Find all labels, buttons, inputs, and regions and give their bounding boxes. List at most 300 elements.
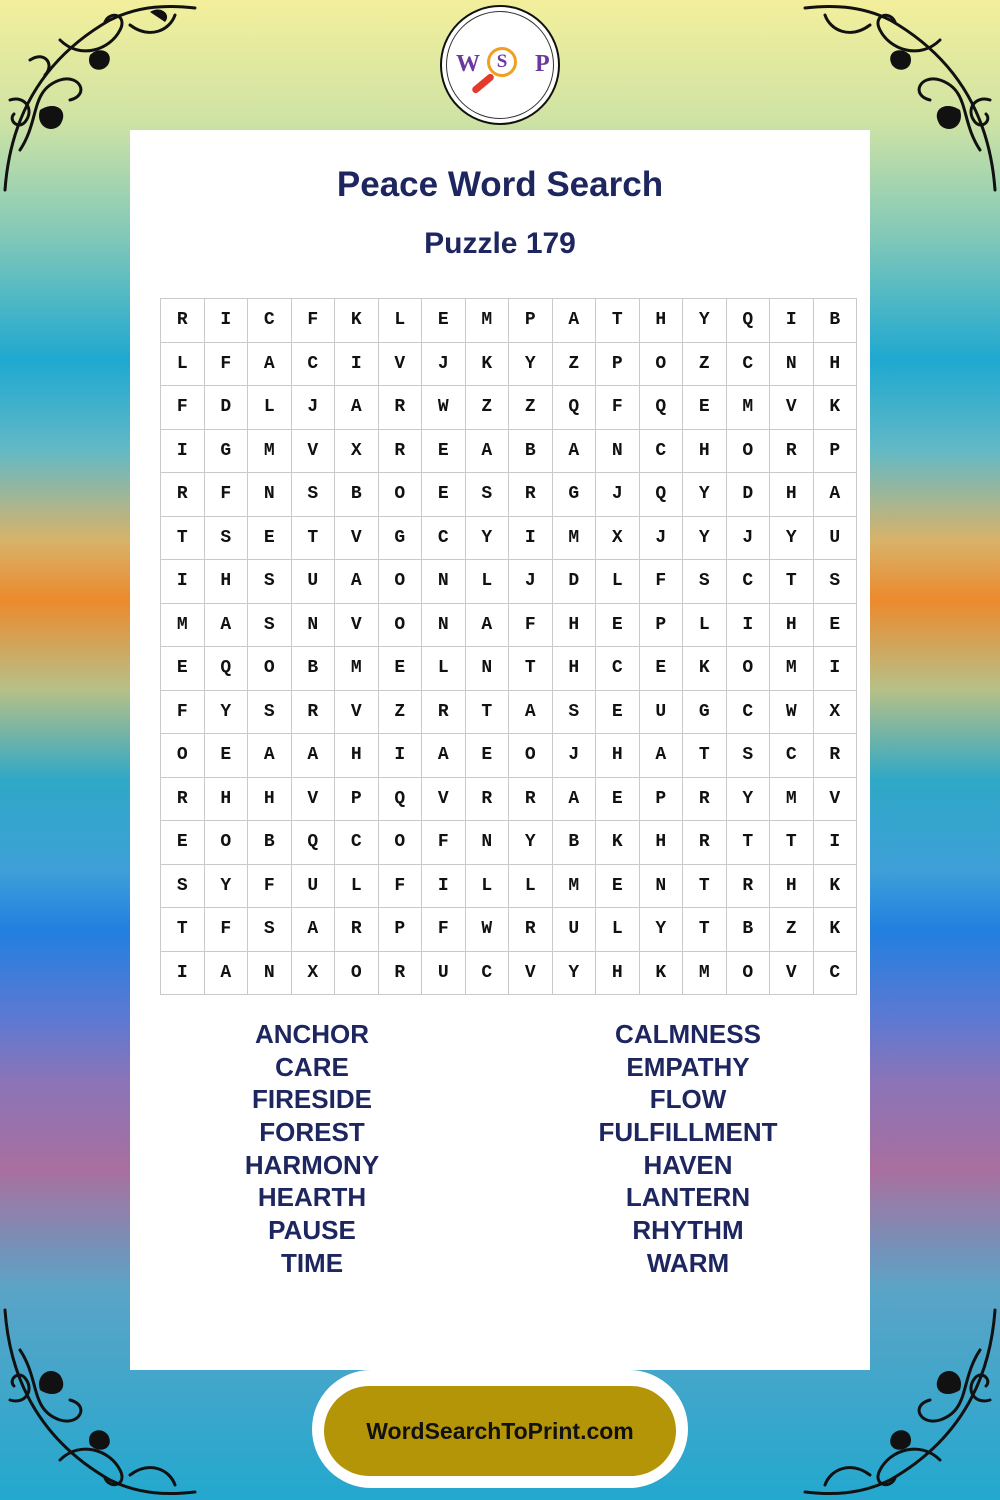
grid-cell[interactable]: G: [683, 690, 727, 734]
grid-cell[interactable]: A: [335, 560, 379, 604]
grid-cell[interactable]: X: [291, 951, 335, 995]
grid-cell[interactable]: U: [291, 560, 335, 604]
grid-cell[interactable]: E: [204, 734, 248, 778]
grid-cell[interactable]: B: [335, 473, 379, 517]
grid-cell[interactable]: N: [291, 603, 335, 647]
grid-cell[interactable]: F: [378, 864, 422, 908]
grid-cell[interactable]: D: [204, 386, 248, 430]
grid-cell[interactable]: U: [552, 908, 596, 952]
grid-cell[interactable]: M: [770, 647, 814, 691]
grid-cell[interactable]: J: [291, 386, 335, 430]
grid-cell[interactable]: I: [335, 342, 379, 386]
grid-cell[interactable]: S: [204, 516, 248, 560]
grid-cell[interactable]: T: [726, 821, 770, 865]
puzzle-number: Puzzle 179: [424, 227, 576, 260]
grid-cell[interactable]: S: [683, 560, 727, 604]
grid-cell[interactable]: L: [683, 603, 727, 647]
grid-cell[interactable]: R: [726, 864, 770, 908]
grid-cell[interactable]: N: [422, 560, 466, 604]
grid-cell[interactable]: P: [596, 342, 640, 386]
grid-cell[interactable]: E: [596, 777, 640, 821]
grid-row: [161, 777, 857, 821]
grid-cell[interactable]: D: [726, 473, 770, 517]
grid-cell[interactable]: N: [465, 821, 509, 865]
grid-cell[interactable]: L: [465, 560, 509, 604]
word-list-right: [503, 1018, 873, 1280]
grid-cell[interactable]: F: [639, 560, 683, 604]
grid-cell[interactable]: H: [248, 777, 292, 821]
puzzle-card: [130, 130, 870, 1370]
grid-cell[interactable]: J: [596, 473, 640, 517]
grid-cell[interactable]: K: [465, 342, 509, 386]
word-list-item: LANTERN: [625, 1182, 751, 1213]
grid-cell[interactable]: E: [596, 690, 640, 734]
grid-cell[interactable]: V: [291, 429, 335, 473]
grid-cell[interactable]: X: [813, 690, 857, 734]
word-list-item: ANCHOR: [254, 1019, 370, 1049]
grid-cell[interactable]: H: [204, 777, 248, 821]
word-list-item: RHYTHM: [632, 1215, 744, 1246]
grid-cell[interactable]: Y: [509, 821, 553, 865]
grid-cell[interactable]: S: [248, 690, 292, 734]
grid-cell[interactable]: O: [378, 603, 422, 647]
grid-cell[interactable]: A: [465, 429, 509, 473]
grid-cell[interactable]: T: [770, 821, 814, 865]
grid-cell[interactable]: Y: [465, 516, 509, 560]
grid-cell[interactable]: N: [248, 473, 292, 517]
grid-cell[interactable]: F: [596, 386, 640, 430]
grid-row: [161, 821, 857, 865]
grid-cell[interactable]: H: [770, 603, 814, 647]
grid-cell[interactable]: M: [161, 603, 205, 647]
grid-cell[interactable]: R: [509, 777, 553, 821]
grid-cell[interactable]: O: [204, 821, 248, 865]
grid-cell[interactable]: I: [509, 516, 553, 560]
grid-cell[interactable]: T: [291, 516, 335, 560]
grid-cell[interactable]: E: [813, 603, 857, 647]
grid-cell[interactable]: A: [422, 734, 466, 778]
grid-cell[interactable]: O: [335, 951, 379, 995]
grid-cell[interactable]: O: [248, 647, 292, 691]
grid-cell[interactable]: C: [248, 299, 292, 343]
grid-cell[interactable]: R: [378, 951, 422, 995]
grid-cell[interactable]: Q: [291, 821, 335, 865]
grid-cell[interactable]: L: [509, 864, 553, 908]
grid-cell[interactable]: M: [465, 299, 509, 343]
grid-cell[interactable]: H: [770, 864, 814, 908]
grid-cell[interactable]: A: [248, 342, 292, 386]
grid-cell[interactable]: Z: [683, 342, 727, 386]
grid-cell[interactable]: V: [770, 386, 814, 430]
grid-cell[interactable]: O: [639, 342, 683, 386]
grid-cell[interactable]: Y: [683, 299, 727, 343]
grid-cell[interactable]: S: [813, 560, 857, 604]
grid-cell[interactable]: R: [683, 777, 727, 821]
grid-cell[interactable]: W: [770, 690, 814, 734]
grid-cell[interactable]: I: [770, 299, 814, 343]
grid-cell[interactable]: T: [509, 647, 553, 691]
grid-cell[interactable]: K: [813, 908, 857, 952]
grid-cell[interactable]: L: [378, 299, 422, 343]
magnifier-lens-icon: [487, 47, 517, 77]
grid-cell[interactable]: Q: [726, 299, 770, 343]
grid-cell[interactable]: M: [726, 386, 770, 430]
grid-cell[interactable]: S: [248, 603, 292, 647]
grid-cell[interactable]: B: [813, 299, 857, 343]
grid-cell[interactable]: N: [770, 342, 814, 386]
grid-cell[interactable]: M: [248, 429, 292, 473]
grid-cell[interactable]: I: [726, 603, 770, 647]
grid-cell[interactable]: M: [552, 864, 596, 908]
word-list-item: FLOW: [649, 1084, 727, 1115]
grid-cell[interactable]: H: [335, 734, 379, 778]
grid-cell[interactable]: O: [378, 473, 422, 517]
grid-cell[interactable]: A: [509, 690, 553, 734]
grid-row: [161, 342, 857, 386]
grid-row: [161, 299, 857, 343]
word-list-item: PAUSE: [268, 1215, 356, 1246]
grid-cell[interactable]: J: [509, 560, 553, 604]
grid-cell[interactable]: M: [335, 647, 379, 691]
word-list-item: FOREST: [259, 1117, 365, 1148]
grid-cell[interactable]: A: [552, 777, 596, 821]
word-list-item: TIME: [280, 1247, 344, 1278]
grid-cell[interactable]: Y: [770, 516, 814, 560]
word-list-item: FULFILLMENT: [598, 1117, 778, 1148]
grid-cell[interactable]: G: [378, 516, 422, 560]
grid-cell[interactable]: K: [335, 299, 379, 343]
site-link-button[interactable]: [324, 1386, 676, 1476]
grid-cell[interactable]: O: [161, 734, 205, 778]
grid-cell[interactable]: H: [552, 647, 596, 691]
grid-cell[interactable]: O: [726, 429, 770, 473]
grid-cell[interactable]: Y: [204, 690, 248, 734]
grid-cell[interactable]: L: [335, 864, 379, 908]
grid-cell[interactable]: I: [378, 734, 422, 778]
grid-cell[interactable]: R: [465, 777, 509, 821]
grid-cell[interactable]: C: [596, 647, 640, 691]
grid-cell[interactable]: O: [726, 647, 770, 691]
grid-cell[interactable]: T: [683, 908, 727, 952]
word-list-item: EMPATHY: [626, 1051, 750, 1082]
grid-cell[interactable]: Y: [726, 777, 770, 821]
grid-cell[interactable]: S: [161, 864, 205, 908]
grid-cell[interactable]: P: [639, 603, 683, 647]
page-title: Peace Word Search: [336, 165, 664, 204]
grid-cell[interactable]: Q: [639, 386, 683, 430]
grid-row: [161, 516, 857, 560]
grid-cell[interactable]: R: [161, 777, 205, 821]
grid-row: [161, 603, 857, 647]
grid-cell[interactable]: U: [639, 690, 683, 734]
grid-cell[interactable]: L: [161, 342, 205, 386]
grid-cell[interactable]: R: [422, 690, 466, 734]
word-list-item: HAVEN: [643, 1149, 733, 1180]
grid-cell[interactable]: J: [726, 516, 770, 560]
grid-row: [161, 429, 857, 473]
grid-cell[interactable]: E: [683, 386, 727, 430]
grid-cell[interactable]: V: [291, 777, 335, 821]
grid-cell[interactable]: P: [378, 908, 422, 952]
grid-cell[interactable]: B: [509, 429, 553, 473]
grid-cell[interactable]: C: [465, 951, 509, 995]
grid-cell[interactable]: Z: [552, 342, 596, 386]
grid-cell[interactable]: N: [639, 864, 683, 908]
grid-cell[interactable]: C: [639, 429, 683, 473]
grid-row: [161, 734, 857, 778]
grid-cell[interactable]: I: [204, 299, 248, 343]
grid-cell[interactable]: F: [204, 473, 248, 517]
grid-cell[interactable]: O: [378, 821, 422, 865]
grid-cell[interactable]: H: [683, 429, 727, 473]
grid-cell[interactable]: A: [291, 734, 335, 778]
grid-cell[interactable]: Z: [465, 386, 509, 430]
grid-row: [161, 647, 857, 691]
grid-cell[interactable]: T: [683, 734, 727, 778]
word-list-item: CALMNESS: [615, 1019, 761, 1049]
grid-cell[interactable]: S: [726, 734, 770, 778]
grid-cell[interactable]: Y: [204, 864, 248, 908]
grid-cell[interactable]: C: [291, 342, 335, 386]
grid-cell[interactable]: O: [726, 951, 770, 995]
grid-cell[interactable]: M: [770, 777, 814, 821]
grid-cell[interactable]: S: [552, 690, 596, 734]
grid-cell[interactable]: T: [596, 299, 640, 343]
grid-cell[interactable]: R: [335, 908, 379, 952]
grid-cell[interactable]: A: [639, 734, 683, 778]
grid-cell[interactable]: N: [422, 603, 466, 647]
grid-cell[interactable]: E: [596, 603, 640, 647]
grid-cell[interactable]: R: [161, 473, 205, 517]
grid-cell[interactable]: C: [726, 690, 770, 734]
grid-cell[interactable]: W: [422, 386, 466, 430]
grid-cell[interactable]: I: [422, 864, 466, 908]
grid-cell[interactable]: V: [813, 777, 857, 821]
grid-cell[interactable]: H: [596, 734, 640, 778]
grid-cell[interactable]: E: [422, 473, 466, 517]
grid-cell[interactable]: D: [552, 560, 596, 604]
grid-cell[interactable]: W: [465, 908, 509, 952]
grid-cell[interactable]: H: [639, 821, 683, 865]
grid-cell[interactable]: T: [161, 516, 205, 560]
grid-cell[interactable]: X: [596, 516, 640, 560]
grid-cell[interactable]: R: [161, 299, 205, 343]
grid-cell[interactable]: R: [378, 429, 422, 473]
grid-cell[interactable]: V: [335, 603, 379, 647]
grid-cell[interactable]: K: [639, 951, 683, 995]
grid-cell[interactable]: Z: [509, 386, 553, 430]
grid-cell[interactable]: S: [465, 473, 509, 517]
grid-cell[interactable]: E: [378, 647, 422, 691]
grid-cell[interactable]: U: [813, 516, 857, 560]
magnifier-logo-icon: [440, 5, 560, 125]
grid-cell[interactable]: L: [248, 386, 292, 430]
grid-cell[interactable]: Y: [639, 908, 683, 952]
grid-cell[interactable]: F: [248, 864, 292, 908]
grid-cell[interactable]: Y: [509, 342, 553, 386]
grid-cell[interactable]: J: [422, 342, 466, 386]
grid-cell[interactable]: E: [465, 734, 509, 778]
grid-cell[interactable]: Q: [552, 386, 596, 430]
grid-cell[interactable]: G: [552, 473, 596, 517]
word-list-item: FIRESIDE: [252, 1084, 372, 1115]
grid-cell[interactable]: Q: [639, 473, 683, 517]
grid-cell[interactable]: T: [770, 560, 814, 604]
grid-cell[interactable]: F: [204, 342, 248, 386]
grid-cell[interactable]: V: [422, 777, 466, 821]
grid-cell[interactable]: N: [248, 951, 292, 995]
grid-cell[interactable]: B: [552, 821, 596, 865]
grid-cell[interactable]: Y: [683, 473, 727, 517]
grid-cell[interactable]: Y: [683, 516, 727, 560]
grid-cell[interactable]: C: [770, 734, 814, 778]
grid-cell[interactable]: J: [552, 734, 596, 778]
grid-cell[interactable]: A: [248, 734, 292, 778]
grid-cell[interactable]: S: [248, 908, 292, 952]
site-name: WordSearchToPrint.com: [366, 1417, 634, 1444]
grid-cell[interactable]: I: [161, 429, 205, 473]
grid-cell[interactable]: F: [161, 690, 205, 734]
grid-cell[interactable]: P: [813, 429, 857, 473]
grid-cell[interactable]: I: [813, 647, 857, 691]
grid-cell[interactable]: S: [248, 560, 292, 604]
grid-cell[interactable]: X: [335, 429, 379, 473]
grid-cell[interactable]: V: [335, 516, 379, 560]
grid-cell[interactable]: F: [161, 386, 205, 430]
grid-cell[interactable]: E: [161, 647, 205, 691]
grid-cell[interactable]: H: [639, 299, 683, 343]
grid-cell[interactable]: N: [596, 429, 640, 473]
grid-cell[interactable]: H: [204, 560, 248, 604]
grid-cell[interactable]: A: [204, 951, 248, 995]
grid-row: [161, 908, 857, 952]
grid-cell[interactable]: V: [378, 342, 422, 386]
grid-cell[interactable]: J: [639, 516, 683, 560]
grid-cell[interactable]: E: [248, 516, 292, 560]
word-list-item: HARMONY: [244, 1149, 380, 1180]
grid-cell[interactable]: R: [509, 908, 553, 952]
grid-cell[interactable]: Q: [378, 777, 422, 821]
grid-cell[interactable]: M: [552, 516, 596, 560]
grid-cell[interactable]: P: [335, 777, 379, 821]
logo-letter-s: S: [496, 51, 508, 72]
grid-cell[interactable]: Q: [204, 647, 248, 691]
grid-cell[interactable]: S: [291, 473, 335, 517]
grid-cell[interactable]: Z: [770, 908, 814, 952]
grid-cell[interactable]: Y: [552, 951, 596, 995]
grid-row: [161, 473, 857, 517]
grid-cell[interactable]: E: [639, 647, 683, 691]
grid-cell[interactable]: H: [770, 473, 814, 517]
grid-cell[interactable]: F: [204, 908, 248, 952]
grid-cell[interactable]: T: [465, 690, 509, 734]
grid-cell[interactable]: I: [161, 560, 205, 604]
grid-cell[interactable]: B: [291, 647, 335, 691]
logo-letter-p: P: [535, 51, 550, 77]
grid-cell[interactable]: R: [291, 690, 335, 734]
grid-cell[interactable]: K: [596, 821, 640, 865]
grid-cell[interactable]: F: [422, 821, 466, 865]
grid-cell[interactable]: V: [335, 690, 379, 734]
grid-cell[interactable]: H: [552, 603, 596, 647]
grid-cell[interactable]: R: [509, 473, 553, 517]
grid-row: [161, 864, 857, 908]
grid-row: [161, 386, 857, 430]
grid-cell[interactable]: F: [509, 603, 553, 647]
grid-cell[interactable]: A: [335, 386, 379, 430]
grid-cell[interactable]: V: [509, 951, 553, 995]
grid-cell[interactable]: E: [422, 429, 466, 473]
grid-cell[interactable]: C: [335, 821, 379, 865]
grid-cell[interactable]: L: [465, 864, 509, 908]
grid-cell[interactable]: C: [726, 342, 770, 386]
grid-cell[interactable]: R: [683, 821, 727, 865]
word-list-left: [127, 1018, 497, 1280]
grid-cell[interactable]: I: [813, 821, 857, 865]
grid-row: [161, 951, 857, 995]
grid-cell[interactable]: R: [813, 734, 857, 778]
grid-cell[interactable]: R: [378, 386, 422, 430]
grid-cell[interactable]: U: [291, 864, 335, 908]
grid-cell[interactable]: V: [770, 951, 814, 995]
grid-cell[interactable]: K: [813, 386, 857, 430]
grid-cell[interactable]: G: [204, 429, 248, 473]
grid-cell[interactable]: A: [552, 429, 596, 473]
grid-cell[interactable]: U: [422, 951, 466, 995]
grid-cell[interactable]: A: [813, 473, 857, 517]
grid-cell[interactable]: T: [683, 864, 727, 908]
grid-cell[interactable]: B: [726, 908, 770, 952]
grid-cell[interactable]: C: [726, 560, 770, 604]
logo-letter-w: W: [456, 51, 480, 77]
grid-cell[interactable]: L: [422, 647, 466, 691]
grid-row: [161, 560, 857, 604]
grid-cell[interactable]: K: [683, 647, 727, 691]
grid-cell[interactable]: H: [813, 342, 857, 386]
grid-cell[interactable]: L: [596, 908, 640, 952]
grid-cell[interactable]: E: [161, 821, 205, 865]
word-list-item: CARE: [275, 1051, 349, 1082]
word-list-item: WARM: [646, 1247, 730, 1278]
grid-cell[interactable]: P: [639, 777, 683, 821]
grid-row: [161, 690, 857, 734]
grid-cell[interactable]: O: [378, 560, 422, 604]
grid-cell[interactable]: A: [552, 299, 596, 343]
grid-cell[interactable]: R: [770, 429, 814, 473]
grid-cell[interactable]: F: [422, 908, 466, 952]
grid-cell[interactable]: A: [465, 603, 509, 647]
grid-cell[interactable]: N: [465, 647, 509, 691]
grid-cell[interactable]: F: [291, 299, 335, 343]
grid-cell[interactable]: P: [509, 299, 553, 343]
grid-cell[interactable]: E: [422, 299, 466, 343]
grid-cell[interactable]: C: [422, 516, 466, 560]
grid-cell[interactable]: L: [596, 560, 640, 604]
grid-cell[interactable]: I: [161, 951, 205, 995]
grid-cell[interactable]: M: [683, 951, 727, 995]
grid-cell[interactable]: A: [291, 908, 335, 952]
grid-cell[interactable]: T: [161, 908, 205, 952]
word-list-item: HEARTH: [257, 1182, 367, 1213]
grid-cell[interactable]: K: [813, 864, 857, 908]
grid-cell[interactable]: H: [596, 951, 640, 995]
grid-cell[interactable]: E: [596, 864, 640, 908]
grid-cell[interactable]: A: [204, 603, 248, 647]
grid-cell[interactable]: Z: [378, 690, 422, 734]
grid-cell[interactable]: C: [813, 951, 857, 995]
grid-cell[interactable]: O: [509, 734, 553, 778]
grid-cell[interactable]: B: [248, 821, 292, 865]
